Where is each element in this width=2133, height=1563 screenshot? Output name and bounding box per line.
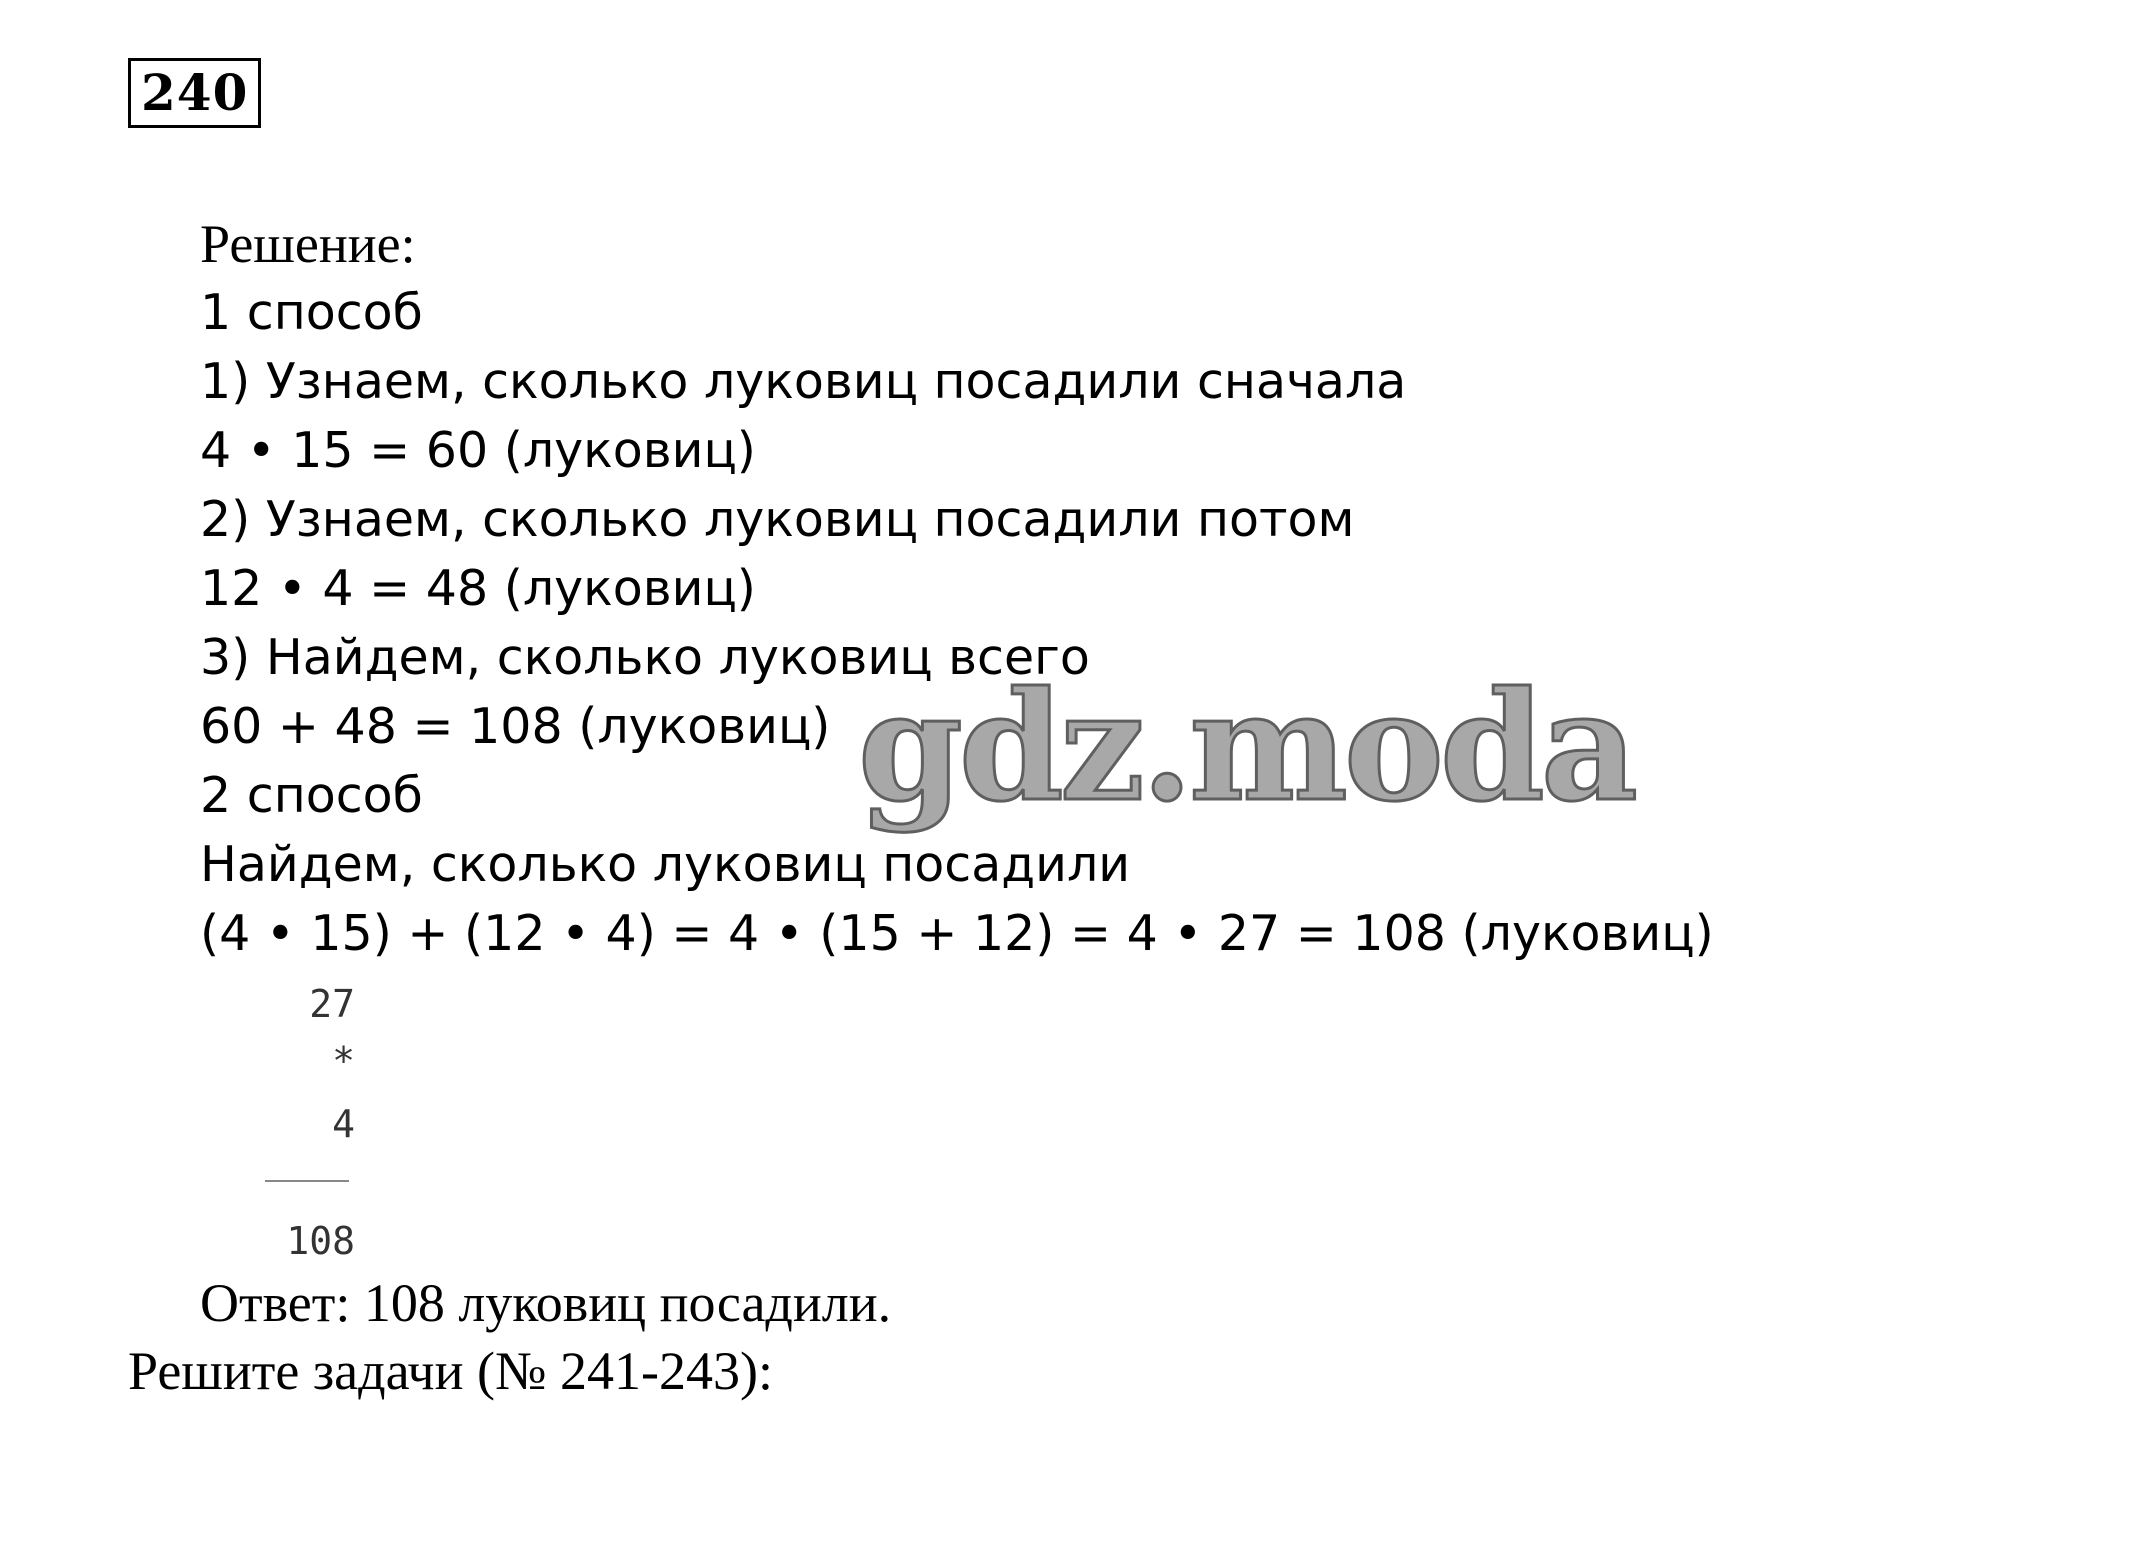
- method2-text: Найдем, сколько луковиц посадили: [200, 836, 1131, 893]
- method1-step3-expression: 60 + 48 = 108 (луковиц): [200, 698, 831, 755]
- method2-expression: (4 • 15) + (12 • 4) = 4 • (15 + 12) = 4 • 27 = 108 (луковиц): [200, 905, 1714, 962]
- column-calc-operator: *: [332, 1039, 355, 1083]
- column-calc-top: 27: [309, 982, 355, 1026]
- next-tasks-line: Решите задачи (№ 241-243):: [128, 1341, 773, 1401]
- column-calc-result: 108: [286, 1219, 355, 1263]
- column-calc-rule: [265, 1180, 349, 1182]
- method2-title: 2 способ: [200, 767, 423, 824]
- watermark-logo: gdz.moda: [858, 659, 1635, 835]
- method1-step2-expression: 12 • 4 = 48 (луковиц): [200, 560, 756, 617]
- answer-line: Ответ: 108 луковиц посадили.: [200, 1273, 892, 1333]
- column-calc-bottom: 4: [332, 1102, 355, 1146]
- method1-title: 1 способ: [200, 284, 423, 341]
- method1-step1-expression: 4 • 15 = 60 (луковиц): [200, 422, 756, 479]
- method1-step2-text: 2) Узнаем, сколько луковиц посадили потом: [200, 491, 1355, 548]
- solution-heading: Решение:: [200, 214, 416, 274]
- method1-step1-text: 1) Узнаем, сколько луковиц посадили сначала: [200, 353, 1407, 410]
- method1-step3-text: 3) Найдем, сколько луковиц всего: [200, 629, 1090, 686]
- task-number-box: 240: [128, 58, 261, 128]
